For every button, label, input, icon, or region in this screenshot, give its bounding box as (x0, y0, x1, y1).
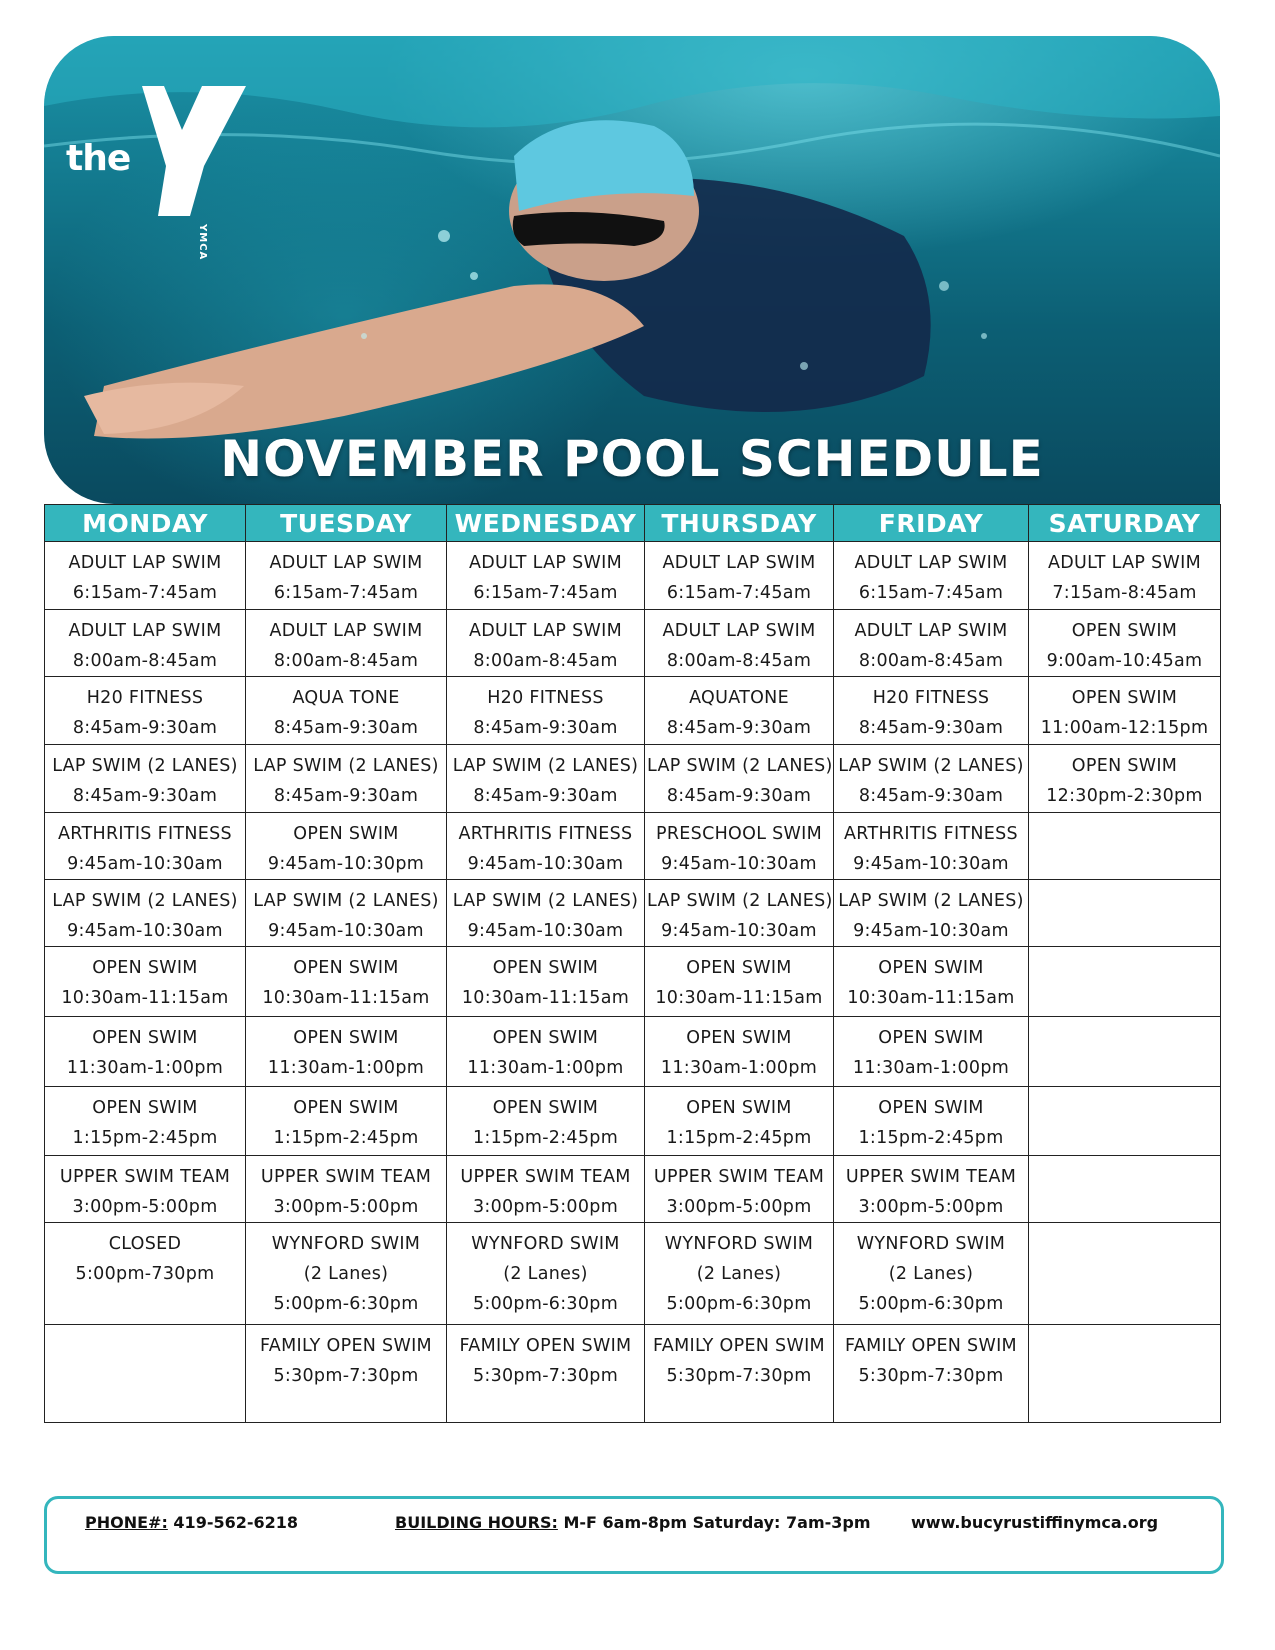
class-slot (645, 610, 834, 677)
class-time: 9:45am-10:30am (467, 854, 624, 874)
class-slot (246, 1017, 447, 1087)
building-hours (395, 1513, 871, 1532)
class-time: 8:45am-9:30am (858, 718, 1004, 738)
class-time: 8:45am-9:30am (858, 786, 1004, 806)
class-slot (45, 1156, 246, 1223)
hours-label: BUILDING HOURS: (395, 1513, 558, 1532)
class-name: AQUATONE (689, 688, 789, 708)
class-name: WYNFORD SWIM (471, 1234, 620, 1254)
class-name: ADULT LAP SWIM (662, 621, 816, 641)
phone-number: 419-562-6218 (173, 1513, 299, 1532)
class-slot (834, 1156, 1029, 1223)
class-time: 11:30am-1:00pm (660, 1058, 818, 1078)
schedule-row (45, 745, 1221, 813)
class-name: OPEN SWIM (92, 1098, 198, 1118)
class-slot (246, 1325, 447, 1423)
day-header-saturday: SATURDAY (1029, 505, 1221, 542)
class-time: 9:00am-10:45am (1046, 651, 1203, 671)
class-slot (45, 677, 246, 745)
class-time: 5:00pm-6:30pm (472, 1294, 619, 1314)
class-slot (246, 1087, 447, 1156)
class-slot (645, 880, 834, 947)
class-name: OPEN SWIM (1071, 756, 1178, 776)
class-slot (246, 813, 447, 880)
class-name: ADULT LAP SWIM (68, 553, 222, 573)
class-slot (447, 880, 645, 947)
class-time: 9:45am-10:30am (853, 854, 1009, 874)
class-name: ARTHRITIS FITNESS (458, 824, 633, 844)
class-name: (2 Lanes) (696, 1264, 782, 1284)
class-name: ARTHRITIS FITNESS (58, 824, 232, 844)
class-name: OPEN SWIM (492, 1028, 599, 1048)
class-name: UPPER SWIM TEAM (59, 1167, 231, 1187)
class-name: H20 FITNESS (872, 688, 990, 708)
class-time: 11:30am-1:00pm (852, 1058, 1010, 1078)
class-slot (246, 677, 447, 745)
class-time: 10:30am-11:15am (461, 988, 630, 1008)
class-time: 1:15pm-2:45pm (858, 1128, 1004, 1148)
class-slot (645, 1325, 834, 1423)
class-time: 8:45am-9:30am (666, 718, 812, 738)
class-name: OPEN SWIM (686, 1098, 792, 1118)
class-name: WYNFORD SWIM (664, 1234, 814, 1254)
class-slot (645, 1156, 834, 1223)
class-name: OPEN SWIM (293, 824, 399, 844)
class-time: 9:45am-10:30am (268, 921, 424, 941)
class-name: UPPER SWIM TEAM (653, 1167, 825, 1187)
class-name: LAP SWIM (2 LANES) (52, 891, 238, 911)
class-slot (1029, 610, 1221, 677)
class-name: LAP SWIM (2 LANES) (253, 756, 439, 776)
class-slot (45, 813, 246, 880)
class-time: 6:15am-7:45am (273, 583, 419, 603)
class-time: 8:45am-9:30am (273, 786, 419, 806)
class-name: ADULT LAP SWIM (1048, 553, 1201, 573)
day-header-monday: MONDAY (45, 505, 246, 542)
class-time: 12:30pm-2:30pm (1046, 786, 1203, 806)
class-name: OPEN SWIM (492, 958, 599, 978)
footer-bar (44, 1496, 1224, 1574)
class-name: OPEN SWIM (878, 1098, 984, 1118)
class-slot (645, 542, 834, 610)
class-slot (447, 1017, 645, 1087)
empty-slot (1029, 1223, 1221, 1325)
class-time: 11:30am-1:00pm (267, 1058, 425, 1078)
class-slot (645, 1087, 834, 1156)
class-slot (834, 610, 1029, 677)
class-slot (246, 542, 447, 610)
class-slot (1029, 745, 1221, 813)
class-slot (834, 677, 1029, 745)
class-slot (834, 1087, 1029, 1156)
class-time: 8:45am-9:30am (72, 786, 218, 806)
class-time: 9:45am-10:30am (467, 921, 624, 941)
class-time: 8:00am-8:45am (473, 651, 618, 671)
class-name: OPEN SWIM (878, 958, 984, 978)
class-name: H20 FITNESS (487, 688, 604, 708)
class-name: ADULT LAP SWIM (662, 553, 816, 573)
day-header-thursday: THURSDAY (645, 505, 834, 542)
class-slot (645, 1223, 834, 1325)
class-name: LAP SWIM (2 LANES) (253, 891, 439, 911)
class-slot (246, 947, 447, 1017)
class-name: UPPER SWIM TEAM (460, 1167, 631, 1187)
class-time: 8:45am-9:30am (666, 786, 812, 806)
class-name: LAP SWIM (2 LANES) (838, 891, 1024, 911)
class-time: 8:45am-9:30am (473, 786, 618, 806)
empty-slot (1029, 947, 1221, 1017)
class-name: OPEN SWIM (1071, 621, 1178, 641)
schedule-row (45, 1156, 1221, 1223)
class-slot (45, 1087, 246, 1156)
class-time: 10:30am-11:15am (847, 988, 1015, 1008)
class-slot (645, 677, 834, 745)
class-time: 9:45am-10:30am (661, 854, 817, 874)
class-slot (645, 947, 834, 1017)
class-name: OPEN SWIM (878, 1028, 984, 1048)
class-name: UPPER SWIM TEAM (260, 1167, 432, 1187)
class-time: 3:00pm-5:00pm (72, 1197, 218, 1217)
class-time: 5:30pm-7:30pm (472, 1366, 619, 1386)
schedule-row (45, 542, 1221, 610)
class-time: 8:00am-8:45am (666, 651, 812, 671)
class-name: ADULT LAP SWIM (854, 553, 1008, 573)
class-name: LAP SWIM (2 LANES) (52, 756, 238, 776)
class-slot (447, 1325, 645, 1423)
class-slot (45, 947, 246, 1017)
class-time: 1:15pm-2:45pm (666, 1128, 812, 1148)
class-time: 10:30am-11:15am (61, 988, 229, 1008)
class-slot (447, 1156, 645, 1223)
class-time: 8:00am-8:45am (72, 651, 218, 671)
empty-slot (1029, 1325, 1221, 1423)
class-slot (447, 677, 645, 745)
class-time: 3:00pm-5:00pm (273, 1197, 419, 1217)
schedule-row (45, 1087, 1221, 1156)
class-time: 3:00pm-5:00pm (472, 1197, 619, 1217)
schedule-row (45, 880, 1221, 947)
class-name: OPEN SWIM (686, 958, 792, 978)
website-link[interactable]: www.bucyrustiffinymca.org (911, 1513, 1159, 1532)
class-time: 9:45am-10:30pm (267, 854, 425, 874)
class-time: 9:45am-10:30am (67, 854, 223, 874)
class-time: 11:30am-1:00pm (467, 1058, 624, 1078)
class-time: 8:00am-8:45am (273, 651, 419, 671)
class-time: 11:30am-1:00pm (66, 1058, 224, 1078)
class-name: (2 Lanes) (303, 1264, 389, 1284)
class-name: AQUA TONE (292, 688, 400, 708)
day-header-wednesday: WEDNESDAY (447, 505, 645, 542)
class-name: (2 Lanes) (888, 1264, 974, 1284)
class-name: OPEN SWIM (1071, 688, 1178, 708)
class-time: 10:30am-11:15am (262, 988, 430, 1008)
class-name: FAMILY OPEN SWIM (459, 1336, 632, 1356)
class-slot (447, 610, 645, 677)
class-name: CLOSED (108, 1234, 182, 1254)
class-time: 5:30pm-7:30pm (273, 1366, 419, 1386)
class-slot (447, 1087, 645, 1156)
schedule-row (45, 813, 1221, 880)
logo-text: the (66, 138, 131, 179)
empty-slot (1029, 1087, 1221, 1156)
class-time: 8:45am-9:30am (273, 718, 419, 738)
schedule-row (45, 1017, 1221, 1087)
class-slot (45, 745, 246, 813)
class-time: 8:45am-9:30am (473, 718, 618, 738)
class-slot (834, 1325, 1029, 1423)
class-name: LAP SWIM (2 LANES) (647, 891, 833, 911)
class-time: 3:00pm-5:00pm (666, 1197, 812, 1217)
class-slot (45, 542, 246, 610)
class-name: LAP SWIM (2 LANES) (452, 756, 639, 776)
class-slot (834, 1223, 1029, 1325)
class-name: ADULT LAP SWIM (469, 621, 622, 641)
schedule-row (45, 1325, 1221, 1423)
schedule-table (44, 504, 1221, 1423)
class-slot (834, 880, 1029, 947)
class-time: 5:00pm-6:30pm (666, 1294, 812, 1314)
class-name: OPEN SWIM (92, 1028, 198, 1048)
class-time: 5:30pm-7:30pm (858, 1366, 1004, 1386)
class-time: 8:00am-8:45am (858, 651, 1004, 671)
class-time: 11:00am-12:15pm (1040, 718, 1209, 738)
class-name: ADULT LAP SWIM (269, 553, 423, 573)
class-name: FAMILY OPEN SWIM (845, 1336, 1017, 1356)
class-name: OPEN SWIM (492, 1098, 599, 1118)
class-time: 10:30am-11:15am (655, 988, 823, 1008)
class-slot (447, 1223, 645, 1325)
class-slot (645, 745, 834, 813)
class-name: WYNFORD SWIM (271, 1234, 421, 1254)
class-time: 5:00pm-6:30pm (858, 1294, 1004, 1314)
class-slot (834, 542, 1029, 610)
class-name: LAP SWIM (2 LANES) (647, 756, 833, 776)
schedule-row (45, 677, 1221, 745)
class-slot (45, 610, 246, 677)
class-name: ADULT LAP SWIM (269, 621, 423, 641)
class-slot (45, 1017, 246, 1087)
class-slot (45, 880, 246, 947)
class-time: 6:15am-7:45am (666, 583, 812, 603)
class-slot (447, 813, 645, 880)
class-slot (45, 1223, 246, 1325)
class-time: 8:45am-9:30am (72, 718, 218, 738)
class-time: 1:15pm-2:45pm (472, 1128, 619, 1148)
class-name: OPEN SWIM (686, 1028, 792, 1048)
schedule-row (45, 1223, 1221, 1325)
class-slot (1029, 677, 1221, 745)
class-time: 6:15am-7:45am (858, 583, 1004, 603)
class-name: OPEN SWIM (293, 1098, 399, 1118)
day-header-friday: FRIDAY (834, 505, 1029, 542)
class-slot (246, 1223, 447, 1325)
class-name: UPPER SWIM TEAM (845, 1167, 1017, 1187)
day-header-tuesday: TUESDAY (246, 505, 447, 542)
empty-slot (45, 1325, 246, 1423)
class-slot (447, 542, 645, 610)
class-slot (1029, 542, 1221, 610)
class-name: LAP SWIM (2 LANES) (838, 756, 1024, 776)
hours-value: M-F 6am-8pm Saturday: 7am-3pm (563, 1513, 871, 1532)
empty-slot (1029, 880, 1221, 947)
class-slot (645, 813, 834, 880)
class-name: OPEN SWIM (293, 1028, 399, 1048)
class-time: 6:15am-7:45am (473, 583, 618, 603)
class-name: ADULT LAP SWIM (469, 553, 622, 573)
schedule-row (45, 947, 1221, 1017)
class-time: 9:45am-10:30am (67, 921, 223, 941)
class-name: ADULT LAP SWIM (854, 621, 1008, 641)
empty-slot (1029, 1156, 1221, 1223)
page-title: NOVEMBER POOL SCHEDULE (220, 430, 1044, 488)
class-time: 6:15am-7:45am (72, 583, 218, 603)
class-slot (246, 610, 447, 677)
class-name: FAMILY OPEN SWIM (260, 1336, 432, 1356)
class-slot (447, 947, 645, 1017)
class-name: OPEN SWIM (293, 958, 399, 978)
class-name: PRESCHOOL SWIM (656, 824, 822, 844)
class-name: ARTHRITIS FITNESS (844, 824, 1018, 844)
class-slot (246, 745, 447, 813)
class-slot (834, 745, 1029, 813)
class-time: 9:45am-10:30am (661, 921, 817, 941)
class-time: 9:45am-10:30am (853, 921, 1009, 941)
class-slot (834, 813, 1029, 880)
phone-info (85, 1513, 298, 1532)
phone-label: PHONE#: (85, 1513, 168, 1532)
class-time: 3:00pm-5:00pm (858, 1197, 1004, 1217)
class-slot (447, 745, 645, 813)
schedule-row (45, 610, 1221, 677)
logo-mark: YMCA (197, 224, 208, 261)
class-name: FAMILY OPEN SWIM (653, 1336, 825, 1356)
class-slot (834, 1017, 1029, 1087)
class-time: 5:30pm-7:30pm (666, 1366, 812, 1386)
class-time: 7:15am-8:45am (1052, 583, 1197, 603)
day-header-row (45, 505, 1221, 542)
class-name: LAP SWIM (2 LANES) (452, 891, 639, 911)
class-name: ADULT LAP SWIM (68, 621, 222, 641)
empty-slot (1029, 1017, 1221, 1087)
class-name: WYNFORD SWIM (856, 1234, 1006, 1254)
class-slot (246, 1156, 447, 1223)
class-slot (645, 1017, 834, 1087)
hero-banner (44, 36, 1220, 504)
class-name: (2 Lanes) (503, 1264, 588, 1284)
class-time: 5:00pm-730pm (75, 1264, 215, 1284)
class-slot (246, 880, 447, 947)
empty-slot (1029, 813, 1221, 880)
class-name: OPEN SWIM (92, 958, 198, 978)
class-name: H20 FITNESS (86, 688, 204, 708)
class-time: 5:00pm-6:30pm (273, 1294, 419, 1314)
class-time: 1:15pm-2:45pm (273, 1128, 419, 1148)
class-time: 1:15pm-2:45pm (72, 1128, 218, 1148)
class-slot (834, 947, 1029, 1017)
